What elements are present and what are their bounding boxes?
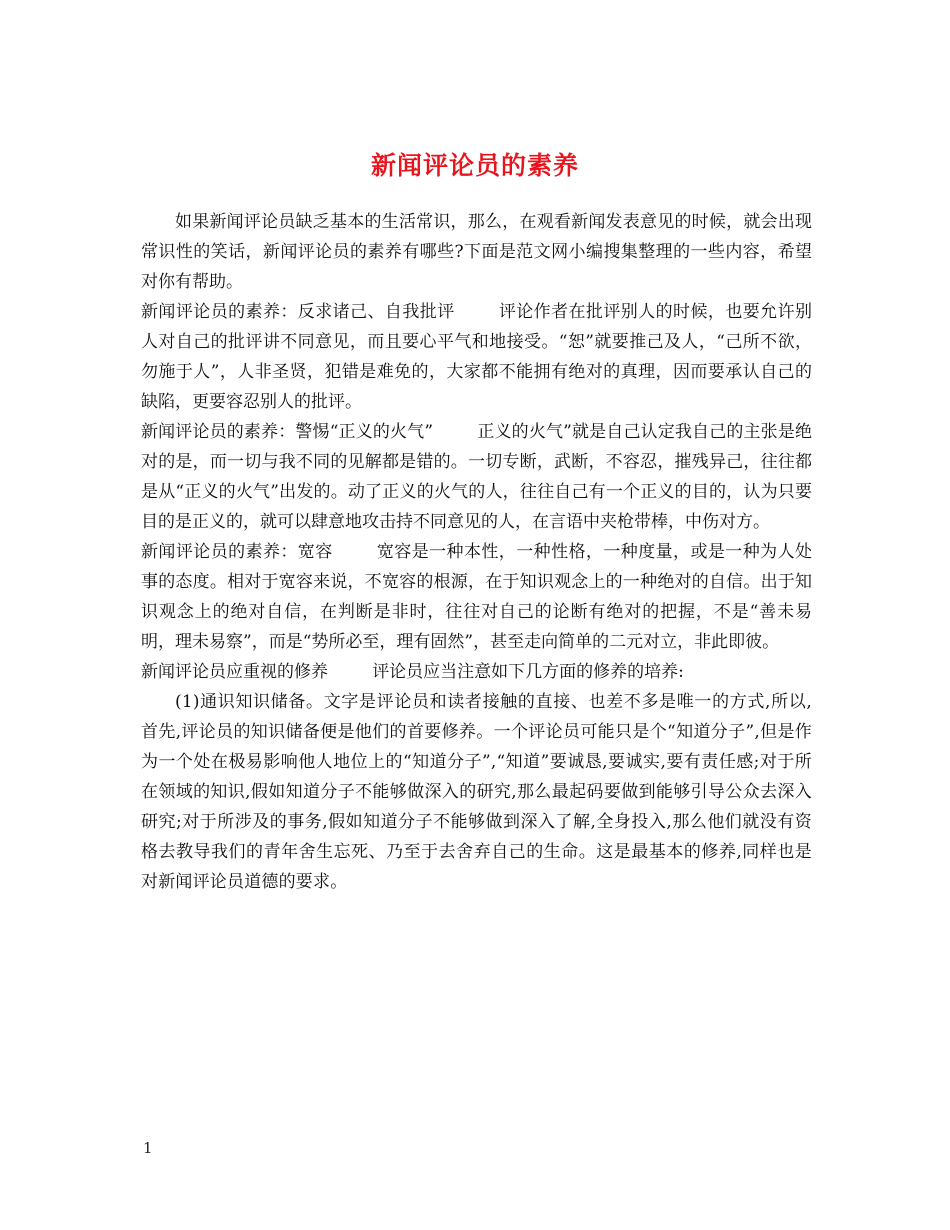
section-paragraph-self-criticism (141, 297, 812, 417)
intro-paragraph (141, 207, 812, 297)
paragraph-text: (1)通识知识储备。文字是评论员和读者接触的直接、也差不多是唯一的方式,所以,首先,评论员的知识储备便是他们的首要修养。一个评论员可能只是个“知道分子”,但是作为一个处在极易影响他人地位上的“知道分子”,“知道”要诚恳,要诚实,要有责任感;对于所在领域的知识,假如知道分子不能够做深入的研究,那么最起码要做到能够引导公众去深入研究;对于所涉及的事务,假如知道分子不能够做到深入了解,全身投入,那么他们就没有资格去教导我们的青年舍生忘死、乃至于去舍弃自己的生命。这是最基本的修养,同样也是对新闻评论员道德的要求。 (141, 692, 812, 892)
knowledge-paragraph (141, 687, 812, 897)
section-heading: 新闻评论员应重视的修养 (141, 662, 328, 682)
section-paragraph-cultivation (141, 657, 812, 687)
section-heading: 新闻评论员的素养：反求诸己、自我批评 (141, 302, 455, 322)
page-number: 1 (143, 1139, 153, 1157)
section-heading: 新闻评论员的素养：警惕“正义的火气” (141, 422, 434, 442)
paragraph-text: 正义的火气”就是自己认定我自己的主张是绝对的是，而一切与我不同的见解都是错的。一切专断，武断，不容忍，摧残异己，往往都是从“正义的火气”出发的。动了正义的火气的人，往往自己有一个正义的目的，认为只要目的是正义的，就可以肆意地攻击持不同意见的人，在言语中夹枪带棒，中伤对方。 (141, 422, 812, 532)
paragraph-text: 评论员应当注意如下几方面的修养的培养: (372, 662, 684, 682)
document-title: 新闻评论员的素养 (370, 150, 579, 180)
paragraph-text: 评论作者在批评别人的时候，也要允许别人对自己的批评讲不同意见，而且要心平气和地接受。“恕”就要推己及人，“己所不欲，勿施于人”，人非圣贤，犯错是难免的，大家都不能拥有绝对的真理，因而要承认自己的缺陷，更要容忍别人的批评。 (141, 302, 813, 412)
section-paragraph-righteous-anger (141, 417, 812, 537)
document-body (141, 207, 812, 897)
section-paragraph-tolerance (141, 537, 812, 657)
paragraph-text: 宽容是一种本性，一种性格，一种度量，或是一种为人处事的态度。相对于宽容来说，不宽容的根源，在于知识观念上的一种绝对的自信。出于知识观念上的绝对自信，在判断是非时，往往对自己的论断有绝对的把握，不是“善未易明，理未易察”，而是“势所必至，理有固然”，甚至走向简单的二元对立，非此即彼。 (141, 542, 812, 652)
section-heading: 新闻评论员的素养：宽容 (141, 542, 333, 562)
paragraph-text: 如果新闻评论员缺乏基本的生活常识，那么，在观看新闻发表意见的时候，就会出现常识性的笑话，新闻评论员的素养有哪些?下面是范文网小编搜集整理的一些内容，希望对你有帮助。 (141, 212, 812, 292)
